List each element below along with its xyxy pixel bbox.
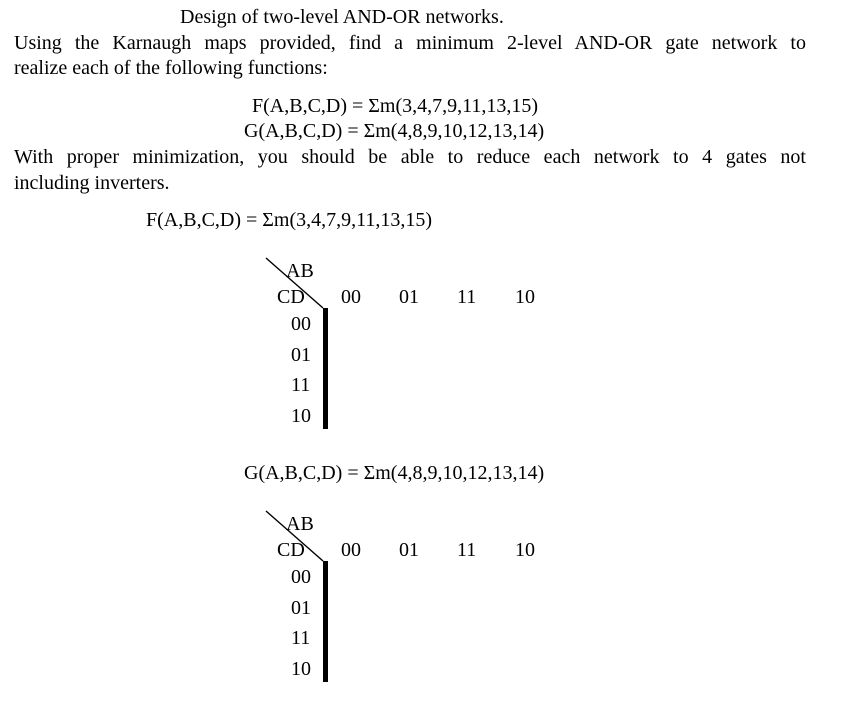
kmap-g-col-label: 00 (341, 539, 361, 561)
kmap-cell[interactable] (327, 562, 328, 592)
kmap-f-row-label: 01 (291, 344, 311, 366)
kmap-f-row-label: 11 (291, 374, 311, 396)
kmap-f-col-label: 00 (341, 286, 361, 308)
kmap-f-row-label: 00 (291, 313, 311, 335)
note-line-1: With proper minimization, you should be able to reduce each network to 4 gates not (14, 146, 806, 168)
kmap-g-row-label: 11 (291, 627, 311, 649)
title: Design of two-level AND-OR networks. (180, 6, 504, 28)
kmap-cell[interactable] (327, 622, 328, 652)
kmap-g-row-label: 01 (291, 597, 311, 619)
kmap-cell[interactable] (327, 652, 328, 682)
kmap-f-cd-label: CD (277, 286, 305, 308)
kmap-g-ab-label: AB (286, 513, 314, 535)
kmap-f-ab-label: AB (286, 260, 314, 282)
kmap-g-col-label: 01 (399, 539, 419, 561)
kmap-g-cd-label: CD (277, 539, 305, 561)
kmap-g-col-label: 10 (515, 539, 535, 561)
kmap-f-col-label: 11 (457, 286, 477, 308)
kmap-g-grid (323, 561, 328, 682)
kmap-f-col-label: 01 (399, 286, 419, 308)
kmap-f-row-label: 10 (291, 405, 311, 427)
kmap-f-col-label: 10 (515, 286, 535, 308)
intro-line-2: realize each of the following functions: (14, 57, 328, 79)
kmap-g-row-label: 10 (291, 658, 311, 680)
intro-line-1: Using the Karnaugh maps provided, find a minimum 2-level AND-OR gate network to (14, 32, 806, 54)
kmap-f-label: F(A,B,C,D) = Σm(3,4,7,9,11,13,15) (146, 209, 433, 231)
kmap-g-row-label: 00 (291, 566, 311, 588)
kmap-cell[interactable] (327, 592, 328, 622)
function-g: G(A,B,C,D) = Σm(4,8,9,10,12,13,14) (244, 120, 545, 142)
kmap-g-label: G(A,B,C,D) = Σm(4,8,9,10,12,13,14) (244, 462, 545, 484)
function-f: F(A,B,C,D) = Σm(3,4,7,9,11,13,15) (252, 95, 539, 117)
note-line-2: including inverters. (14, 172, 170, 194)
kmap-g-col-label: 11 (457, 539, 477, 561)
